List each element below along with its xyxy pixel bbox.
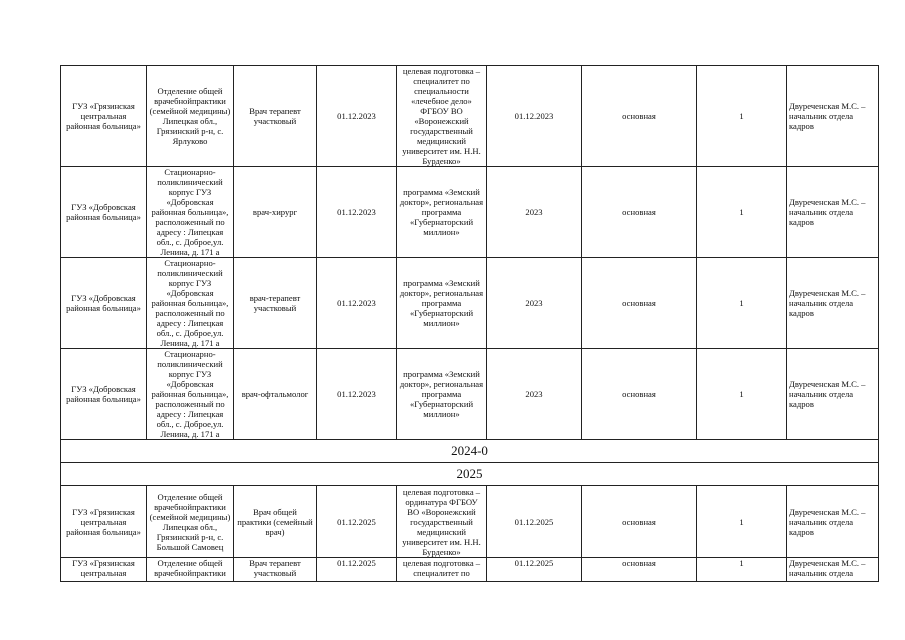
count-cell: 1 bbox=[697, 66, 787, 167]
count-cell: 1 bbox=[697, 167, 787, 258]
position-cell: Врач терапевт участковый bbox=[234, 558, 317, 582]
kind-cell: основная bbox=[582, 66, 697, 167]
date-cell: 01.12.2023 bbox=[317, 66, 397, 167]
program-cell: целевая подготовка – ординатура ФГБОУ ВО «Воронежский государственный медицинский университет им. Н.Н. Бурденко» bbox=[397, 486, 487, 558]
date-cell: 01.12.2025 bbox=[317, 486, 397, 558]
unit-cell: Отделение общей врачебнойпрактики (семейной медицины) Липецкая обл., Грязинский р-н, с. Большой Самовец bbox=[147, 486, 234, 558]
kind-cell: основная bbox=[582, 486, 697, 558]
term-cell: 2023 bbox=[487, 258, 582, 349]
position-cell: Врач терапевт участковый bbox=[234, 66, 317, 167]
table-row bbox=[61, 486, 879, 558]
unit-cell: Отделение общей врачебнойпрактики bbox=[147, 558, 234, 582]
position-cell: врач-терапевт участковый bbox=[234, 258, 317, 349]
program-cell: программа «Земский доктор», региональная программа «Губернаторский миллион» bbox=[397, 258, 487, 349]
program-cell: программа «Земский доктор», региональная программа «Губернаторский миллион» bbox=[397, 167, 487, 258]
date-cell: 01.12.2023 bbox=[317, 258, 397, 349]
unit-cell: Стационарно-поликлинический корпус ГУЗ «Добровская районная больница», расположенный по адресу : Липецкая обл., с. Доброе,ул. Ленина, д. 171 а bbox=[147, 258, 234, 349]
responsible-cell: Двуреченская М.С. – начальник отдела кадров bbox=[787, 66, 879, 167]
count-cell: 1 bbox=[697, 486, 787, 558]
year-heading-2024: 2024-0 bbox=[61, 440, 879, 463]
table-row bbox=[61, 349, 879, 440]
responsible-cell: Двуреченская М.С. – начальник отдела bbox=[787, 558, 879, 582]
kind-cell: основная bbox=[582, 258, 697, 349]
term-cell: 2023 bbox=[487, 349, 582, 440]
responsible-cell: Двуреченская М.С. – начальник отдела кадров bbox=[787, 349, 879, 440]
year-row bbox=[61, 463, 879, 486]
org-cell: ГУЗ «Добровская районная больница» bbox=[61, 258, 147, 349]
kind-cell: основная bbox=[582, 349, 697, 440]
year-heading-2025: 2025 bbox=[61, 463, 879, 486]
responsible-cell: Двуреченская М.С. – начальник отдела кадров bbox=[787, 167, 879, 258]
kind-cell: основная bbox=[582, 558, 697, 582]
unit-cell: Стационарно-поликлинический корпус ГУЗ «Добровская районная больница», расположенный по адресу : Липецкая обл., с. Доброе,ул. Ленина, д. 171 а bbox=[147, 349, 234, 440]
date-cell: 01.12.2025 bbox=[317, 558, 397, 582]
year-row bbox=[61, 440, 879, 463]
responsible-cell: Двуреченская М.С. – начальник отдела кадров bbox=[787, 486, 879, 558]
org-cell: ГУЗ «Грязинская центральная bbox=[61, 558, 147, 582]
program-cell: целевая подготовка – специалитет по bbox=[397, 558, 487, 582]
count-cell: 1 bbox=[697, 349, 787, 440]
program-cell: программа «Земский доктор», региональная программа «Губернаторский миллион» bbox=[397, 349, 487, 440]
table-row bbox=[61, 66, 879, 167]
count-cell: 1 bbox=[697, 258, 787, 349]
table-row bbox=[61, 167, 879, 258]
unit-cell: Отделение общей врачебнойпрактики (семейной медицины) Липецкая обл., Грязинский р-н, с. Ярлуково bbox=[147, 66, 234, 167]
table-row bbox=[61, 258, 879, 349]
table-row bbox=[61, 558, 879, 582]
position-cell: Врач общей практики (семейный врач) bbox=[234, 486, 317, 558]
responsible-cell: Двуреченская М.С. – начальник отдела кадров bbox=[787, 258, 879, 349]
term-cell: 01.12.2023 bbox=[487, 66, 582, 167]
date-cell: 01.12.2023 bbox=[317, 167, 397, 258]
term-cell: 01.12.2025 bbox=[487, 558, 582, 582]
vacancy-table bbox=[60, 65, 879, 582]
position-cell: врач-офтальмолог bbox=[234, 349, 317, 440]
kind-cell: основная bbox=[582, 167, 697, 258]
count-cell: 1 bbox=[697, 558, 787, 582]
org-cell: ГУЗ «Добровская районная больница» bbox=[61, 167, 147, 258]
program-cell: целевая подготовка – специалитет по специальности «лечебное дело» ФГБОУ ВО «Воронежский государственный медицинский университет им. Н.Н. Бурденко» bbox=[397, 66, 487, 167]
position-cell: врач-хирург bbox=[234, 167, 317, 258]
term-cell: 01.12.2025 bbox=[487, 486, 582, 558]
org-cell: ГУЗ «Добровская районная больница» bbox=[61, 349, 147, 440]
date-cell: 01.12.2023 bbox=[317, 349, 397, 440]
term-cell: 2023 bbox=[487, 167, 582, 258]
unit-cell: Стационарно-поликлинический корпус ГУЗ «Добровская районная больница», расположенный по адресу : Липецкая обл., с. Доброе,ул. Ленина, д. 171 а bbox=[147, 167, 234, 258]
org-cell: ГУЗ «Грязинская центральная районная больница» bbox=[61, 486, 147, 558]
org-cell: ГУЗ «Грязинская центральная районная больница» bbox=[61, 66, 147, 167]
